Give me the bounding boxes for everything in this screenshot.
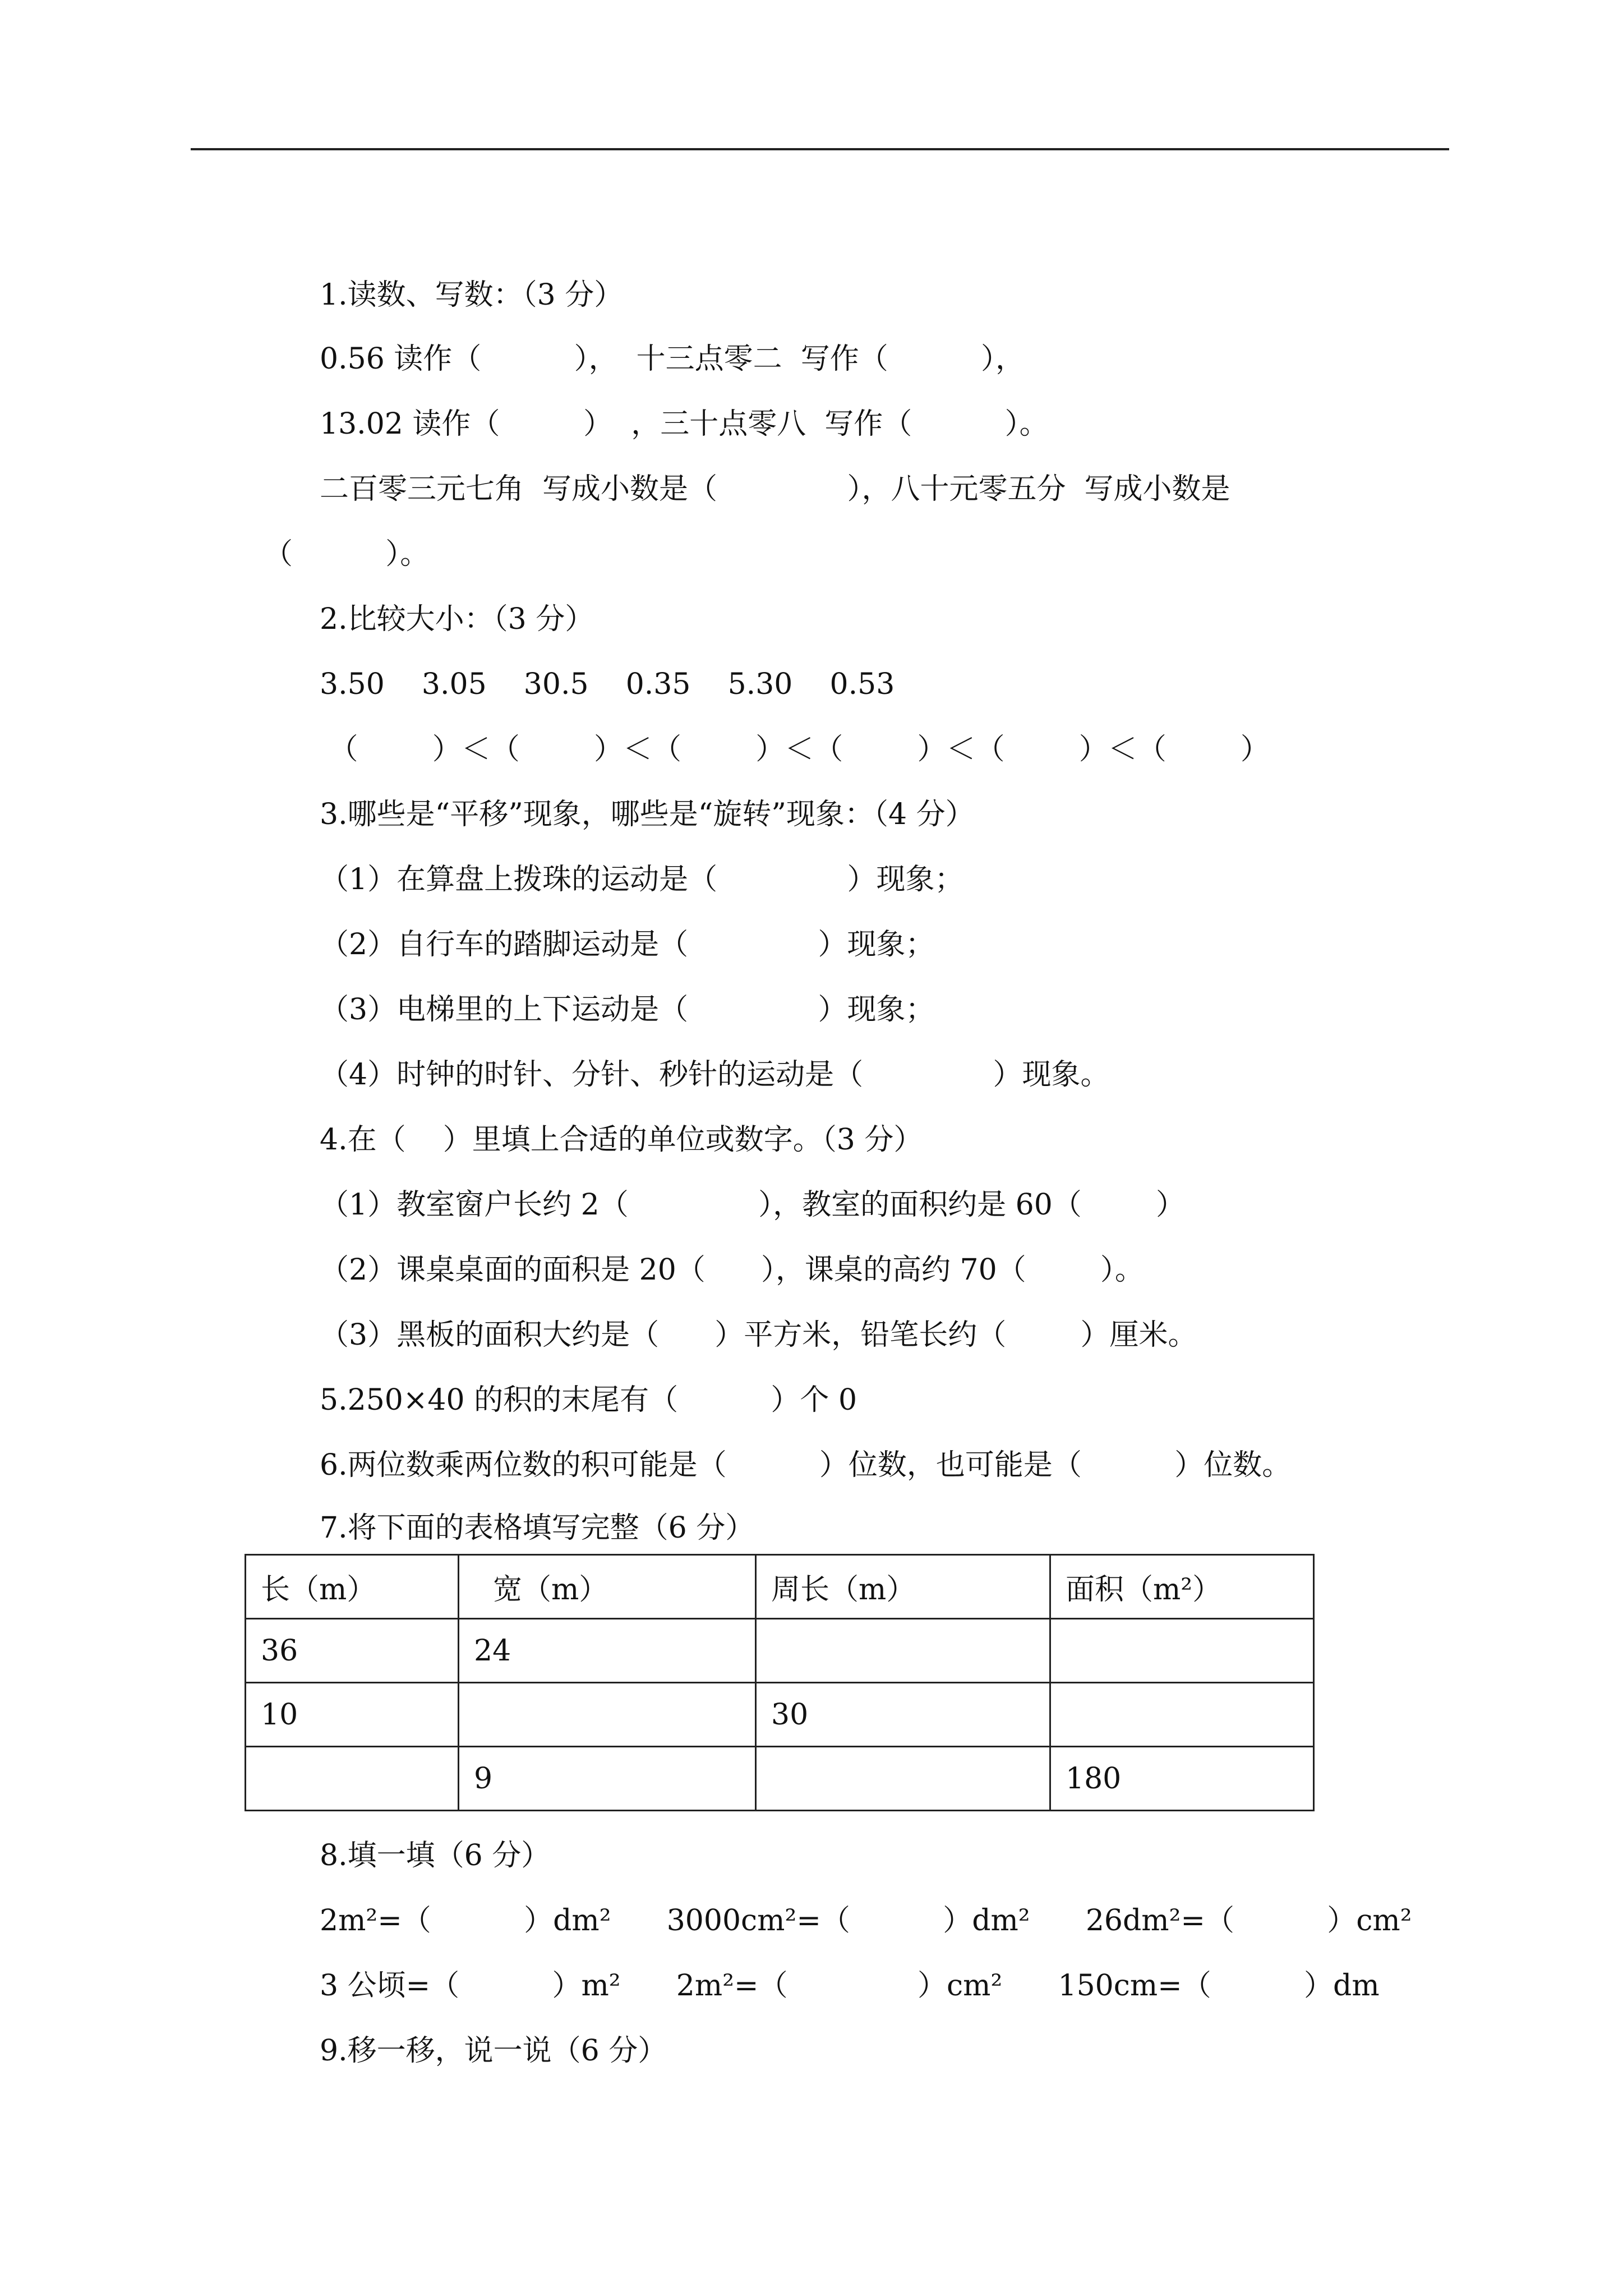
q3-item-1: （1）在算盘上拨珠的运动是（ ）现象； <box>320 863 964 896</box>
table-cell[interactable]: 24 <box>459 1619 756 1683</box>
q6-text: 6.两位数乘两位数的积可能是（ ）位数，也可能是（ ）位数。 <box>320 1448 1292 1482</box>
table-cell[interactable]: 36 <box>246 1619 459 1683</box>
table-cell[interactable] <box>246 1747 459 1811</box>
table-row <box>246 1747 1314 1811</box>
q4-item-2: （2）课桌桌面的面积是 20（ ），课桌的高约 70（ ）。 <box>320 1253 1144 1287</box>
table-cell[interactable]: 9 <box>459 1747 756 1811</box>
header-rule <box>191 148 1449 150</box>
q8-line-1: 2m²=（ ）dm² 3000cm²=（ ）dm² 26dm²=（ ）cm² <box>320 1904 1412 1938</box>
q2-title: 2.比较大小：（3 分） <box>320 602 594 636</box>
q5-text: 5.250×40 的积的末尾有（ ）个 0 <box>320 1383 857 1417</box>
header-cell-perimeter: 周长（m） <box>756 1555 1050 1619</box>
q1-line-4: （ ）。 <box>264 537 430 571</box>
table-row <box>246 1683 1314 1747</box>
table-cell[interactable]: 10 <box>246 1683 459 1747</box>
header-cell-length: 长（m） <box>246 1555 459 1619</box>
q1-line-1: 0.56 读作（ ）， 十三点零二 写作（ ）， <box>320 342 1025 376</box>
table-cell[interactable] <box>459 1683 756 1747</box>
q4-item-1: （1）教室窗户长约 2（ ），教室的面积约是 60（ ） <box>320 1188 1186 1222</box>
q3-item-4: （4）时钟的时针、分针、秒针的运动是（ ）现象。 <box>320 1058 1110 1092</box>
table-header-row <box>246 1555 1314 1619</box>
rectangle-table <box>245 1554 1315 1811</box>
q4-item-3: （3）黑板的面积大约是（ ）平方米，铅笔长约（ ）厘米。 <box>320 1318 1197 1352</box>
table-cell[interactable] <box>1050 1619 1314 1683</box>
q2-order-blanks: （ ）＜（ ）＜（ ）＜（ ）＜（ ）＜（ ） <box>320 733 1270 766</box>
q1-line-2: 13.02 读作（ ） ，三十点零八 写作（ ）。 <box>320 407 1049 441</box>
table-cell[interactable]: 30 <box>756 1683 1050 1747</box>
table-cell[interactable] <box>756 1747 1050 1811</box>
q3-title: 3.哪些是“平移”现象，哪些是“旋转”现象：（4 分） <box>320 798 975 831</box>
q9-title: 9.移一移，说一说（6 分） <box>320 2034 667 2068</box>
q8-line-2: 3 公顷=（ ）m² 2m²=（ ）cm² 150cm=（ ）dm <box>320 1969 1380 2003</box>
table-cell[interactable]: 180 <box>1050 1747 1314 1811</box>
q2-numbers: 3.50 3.05 30.5 0.35 5.30 0.53 <box>320 668 895 701</box>
q3-item-2: （2）自行车的踏脚运动是（ ）现象； <box>320 928 935 961</box>
header-cell-width: 宽（m） <box>459 1555 756 1619</box>
table-cell[interactable] <box>756 1619 1050 1683</box>
q7-title: 7.将下面的表格填写完整（6 分） <box>320 1511 755 1545</box>
table-row <box>246 1619 1314 1683</box>
q3-item-3: （3）电梯里的上下运动是（ ）现象； <box>320 993 935 1027</box>
q1-title: 1.读数、写数：（3 分） <box>320 278 624 312</box>
q4-title: 4.在（ ）里填上合适的单位或数字。（3 分） <box>320 1123 923 1157</box>
table-cell[interactable] <box>1050 1683 1314 1747</box>
q1-line-3: 二百零三元七角 写成小数是（ ），八十元零五分 写成小数是 <box>320 472 1230 506</box>
header-cell-area: 面积（m²） <box>1050 1555 1314 1619</box>
q8-title: 8.填一填（6 分） <box>320 1839 551 1872</box>
